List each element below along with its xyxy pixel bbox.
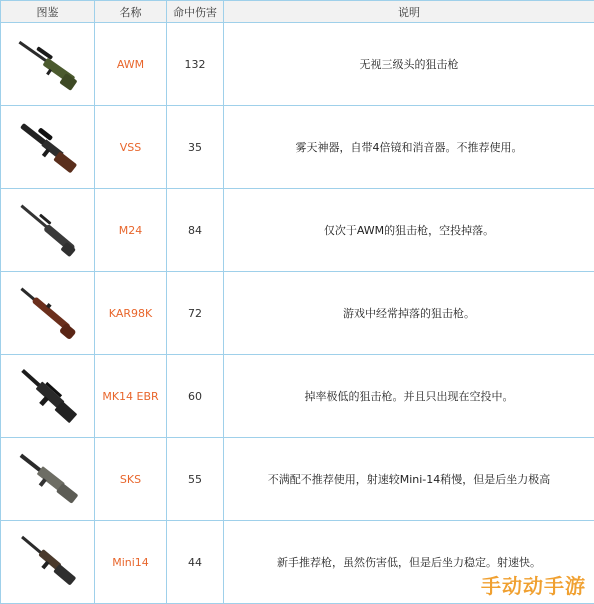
weapon-description: 无视三级头的狙击枪 bbox=[224, 23, 594, 106]
table-row bbox=[1, 438, 594, 521]
weapon-image-cell bbox=[1, 23, 95, 106]
weapon-image-cell bbox=[1, 355, 95, 438]
weapon-name: MK14 EBR bbox=[95, 355, 167, 438]
weapon-description: 仅次于AWM的狙击枪，空投掉落。 bbox=[224, 189, 594, 272]
weapon-description: 雾天神器，自带4倍镜和消音器。不推荐使用。 bbox=[224, 106, 594, 189]
weapon-name: KAR98K bbox=[95, 272, 167, 355]
mini14-rifle-icon bbox=[8, 527, 88, 597]
weapon-damage: 35 bbox=[167, 106, 224, 189]
table-row bbox=[1, 106, 594, 189]
weapon-image-cell bbox=[1, 272, 95, 355]
weapon-damage: 44 bbox=[167, 521, 224, 604]
weapon-image-cell bbox=[1, 521, 95, 604]
kar98k-rifle-icon bbox=[8, 278, 88, 348]
site-watermark: 手动动手游 bbox=[481, 570, 586, 599]
weapon-image-cell bbox=[1, 189, 95, 272]
weapon-description: 游戏中经常掉落的狙击枪。 bbox=[224, 272, 594, 355]
table-row bbox=[1, 23, 594, 106]
header-name: 名称 bbox=[95, 1, 167, 23]
vss-rifle-icon bbox=[8, 112, 88, 182]
table-header-row bbox=[1, 1, 594, 23]
header-image: 图鉴 bbox=[1, 1, 95, 23]
weapon-damage: 84 bbox=[167, 189, 224, 272]
weapon-image-cell bbox=[1, 438, 95, 521]
weapon-damage: 55 bbox=[167, 438, 224, 521]
header-damage: 命中伤害 bbox=[167, 1, 224, 23]
weapon-damage: 60 bbox=[167, 355, 224, 438]
awm-rifle-icon bbox=[8, 29, 88, 99]
weapon-name: Mini14 bbox=[95, 521, 167, 604]
weapon-image-cell bbox=[1, 106, 95, 189]
weapon-name: VSS bbox=[95, 106, 167, 189]
weapon-damage: 72 bbox=[167, 272, 224, 355]
weapon-description: 不满配不推荐使用，射速较Mini-14稍慢，但是后坐力极高 bbox=[224, 438, 594, 521]
weapon-name: SKS bbox=[95, 438, 167, 521]
weapon-description: 新手推荐枪，虽然伤害低，但是后坐力稳定。射速快。 bbox=[224, 521, 594, 604]
weapon-damage: 132 bbox=[167, 23, 224, 106]
sks-rifle-icon bbox=[8, 444, 88, 514]
table-row bbox=[1, 189, 594, 272]
weapon-description: 掉率极低的狙击枪。并且只出现在空投中。 bbox=[224, 355, 594, 438]
table-row bbox=[1, 355, 594, 438]
m24-rifle-icon bbox=[8, 195, 88, 265]
weapon-name: AWM bbox=[95, 23, 167, 106]
weapon-name: M24 bbox=[95, 189, 167, 272]
table-row bbox=[1, 272, 594, 355]
header-description: 说明 bbox=[224, 1, 594, 23]
mk14-rifle-icon bbox=[8, 361, 88, 431]
